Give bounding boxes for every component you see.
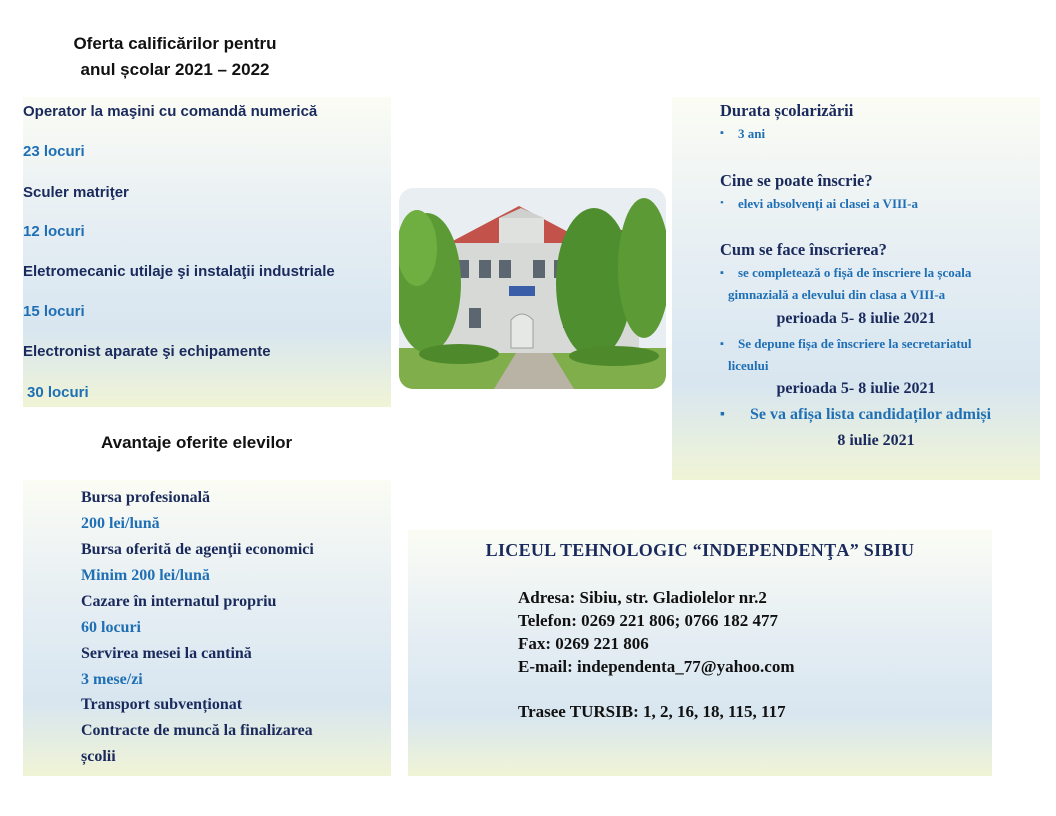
step1-line2: gimnazială a elevului din clasa a VIII-a [728,287,946,302]
step2-line2: liceului [728,358,769,373]
duration-value: 3 ani [738,126,766,141]
dot-bullet-icon: • [720,197,724,209]
school-bus-routes: Trasee TURSIB: 1, 2, 16, 18, 115, 117 [518,702,786,721]
school-name: LICEUL TEHNOLOGIC “INDEPENDENŢA” SIBIU [485,540,915,560]
qualification-seats: 30 locuri [27,384,89,401]
advantage-value: 200 lei/lună [81,515,160,532]
step2-period: perioada 5- 8 iulie 2021 [776,380,936,397]
duration-title: Durata școlarizării [720,101,854,120]
school-phone: Telefon: 0269 221 806; 0766 182 477 [518,611,779,630]
square-bullet-icon: ▪ [720,338,724,350]
qualification-name: Operator la maşini cu comandă numerică [23,103,318,120]
advantage-label: Bursa oferită de agenţii economici [81,541,314,558]
advantage-value: 3 mese/zi [81,671,143,688]
advantage-value: Minim 200 lei/lună [81,567,210,584]
step3-date: 8 iulie 2021 [837,432,915,449]
step2-line1: Se depune fișa de înscriere la secretariatul [738,336,972,351]
who-title: Cine se poate înscrie? [720,171,873,190]
qualification-name: Sculer matriţer [23,184,129,201]
step1-period: perioada 5- 8 iulie 2021 [776,310,936,327]
advantage-label: Bursa profesională [81,489,211,506]
advantage-label: Contracte de muncă la finalizarea [81,722,313,739]
how-title: Cum se face înscrierea? [720,240,887,259]
advantage-label: Servirea mesei la cantină [81,645,252,662]
advantage-label: școlii [81,748,116,765]
qualification-name: Electronist aparate şi echipamente [23,343,271,360]
advantage-label: Transport subvenționat [81,696,243,713]
school-fax: Fax: 0269 221 806 [518,634,649,653]
page-title [40,31,310,83]
school-contact-panel [408,530,992,776]
school-address: Adresa: Sibiu, str. Gladiolelor nr.2 [518,588,767,607]
who-value: elevi absolvenți ai clasei a VIII-a [738,196,918,211]
title-line-2: anul școlar 2021 – 2022 [80,60,270,79]
qualification-seats: 15 locuri [23,303,85,320]
school-email[interactable]: E-mail: independenta_77@yahoo.com [518,657,795,676]
school-building-photo [399,188,666,389]
title-line-1: Oferta calificărilor pentru [73,34,277,53]
step1-line1: se completează o fișă de înscriere la școala [738,265,972,280]
qualification-name: Eletromecanic utilaje şi instalaţii industriale [23,263,335,280]
step3-line1: Se va afișa lista candidaților admiși [750,406,992,423]
advantages-panel [23,480,391,776]
advantage-label: Cazare în internatul propriu [81,593,277,610]
square-bullet-icon: ▪ [720,127,724,139]
advantages-title: Avantaje oferite elevilor [101,433,293,452]
school-building-image [399,188,666,389]
qualification-seats: 23 locuri [23,143,85,160]
qualifications-panel [23,97,391,407]
square-bullet-icon: ▪ [720,267,724,279]
enrollment-info-panel [672,97,1040,480]
advantage-value: 60 locuri [81,619,141,636]
square-bullet-icon: ▪ [720,407,725,422]
qualification-seats: 12 locuri [23,223,85,240]
